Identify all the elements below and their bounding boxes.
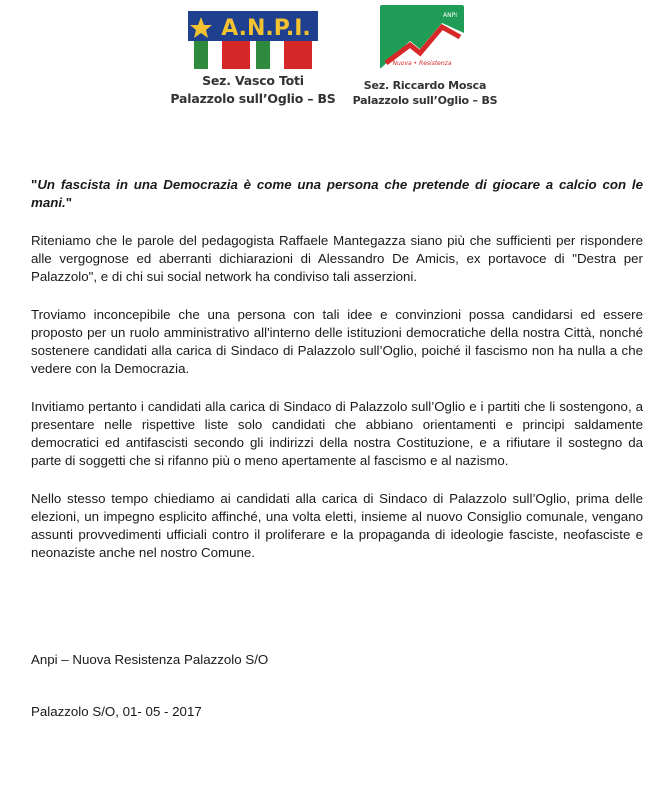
svg-text:A.N.P.I.: A.N.P.I. <box>221 16 311 41</box>
nuova-resistenza-logo <box>380 5 464 69</box>
date-line: Palazzolo S/O, 01- 05 - 2017 <box>31 704 202 719</box>
left-caption-line2: Palazzolo sull’Oglio – BS <box>170 91 336 106</box>
svg-text:ANPI: ANPI <box>443 12 457 19</box>
quote-close-mark: " <box>65 195 73 210</box>
left-caption-line1: Sez. Vasco Toti <box>202 73 304 88</box>
right-caption-line1: Sez. Riccardo Mosca <box>363 79 487 92</box>
left-logo-caption <box>158 72 348 108</box>
header-logos <box>0 0 668 110</box>
right-logo-caption <box>345 78 505 108</box>
paragraph-1: Riteniamo che le parole del pedagogista Raffaele Mantegazza siano più che sufficienti per rispondere alle vergognose ed aberranti dichiarazioni di Alessandro De Amicis, ex portavoce di "Destra per Palazzolo", e di chi sui social network ha condiviso tali asserzioni. <box>31 233 643 284</box>
svg-text:Nuova • Resistenza: Nuova • Resistenza <box>392 60 452 67</box>
paragraph-2: Troviamo inconcepibile che una persona con tali idee e convinzioni possa candidarsi ed essere proposto per un ruolo amministrativo all'interno delle istituzioni democratiche della nostra Città, nonché sostenere candidati alla carica di Sindaco di Palazzolo sull’Oglio, poiché il fascismo non ha nulla a che vedere con la Democrazia. <box>31 307 643 376</box>
paragraph-3: Invitiamo pertanto i candidati alla carica di Sindaco di Palazzolo sull’Oglio e i partiti che li sostengono, a presentare nelle rispettive liste solo candidati che abbiano orientamenti e principi saldamente democratici ed antifascisti secondo gli indirizzi della nostra Costituzione, e a rifiutare il sostegno da parte di soggetti che si rifanno più o meno apertamente al fascismo e al nazismo. <box>31 399 643 468</box>
opening-quote <box>31 176 643 212</box>
quote-open-mark: " <box>31 177 38 192</box>
paragraph-4: Nello stesso tempo chiediamo ai candidati alla carica di Sindaco di Palazzolo sull’Oglio, prima delle elezioni, un impegno esplicito affinché, una volta eletti, insieme al nuovo Consiglio comunale, vengano assunti provvedimenti ufficiali contro il proliferare e la propaganda di ideologie fasciste, neofasciste e neonaziste anche nel nostro Comune. <box>31 491 643 560</box>
anpi-logo <box>188 11 318 69</box>
quote-text: Un fascista in una Democrazia è come una persona che pretende di giocare a calcio con le mani. <box>31 177 643 210</box>
signature: Anpi – Nuova Resistenza Palazzolo S/O <box>31 652 269 667</box>
right-caption-line2: Palazzolo sull’Oglio – BS <box>352 94 498 107</box>
